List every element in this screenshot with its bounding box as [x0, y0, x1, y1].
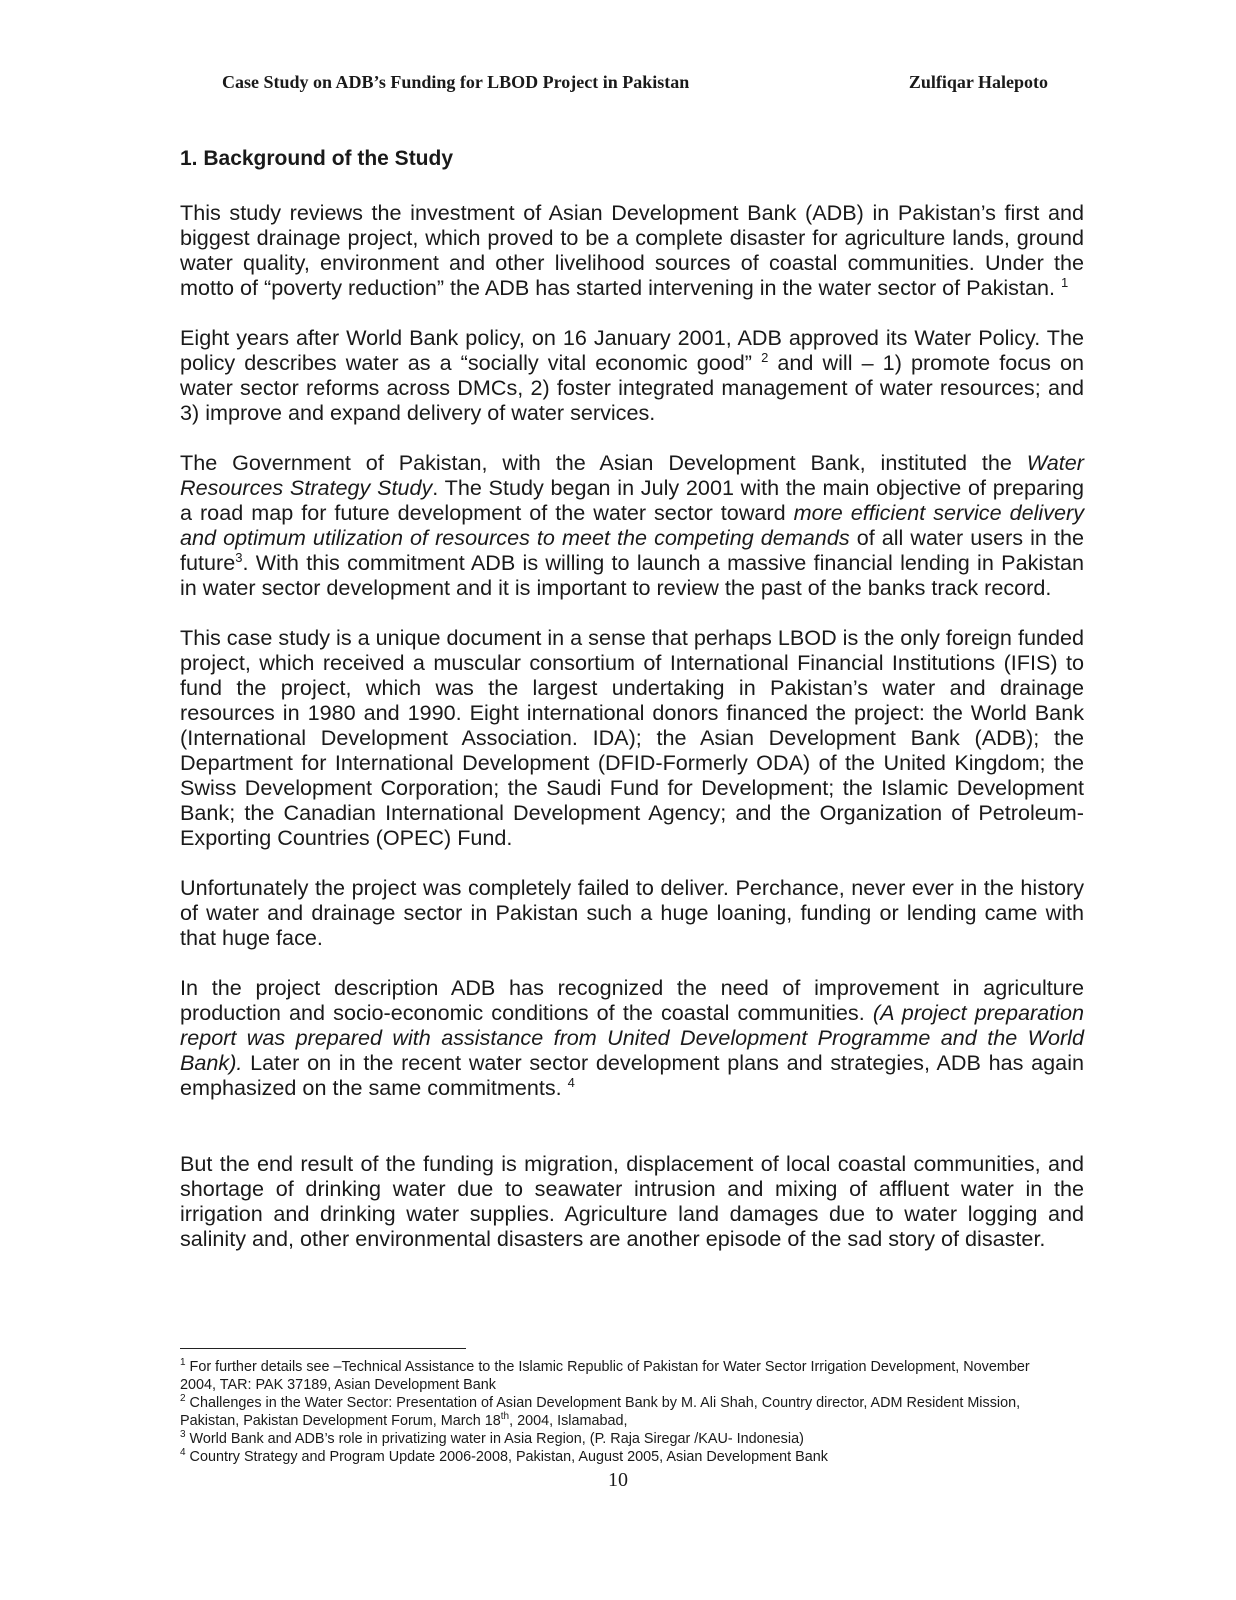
paragraph-6: In the project description ADB has recognized the need of improvement in agriculture production and socio-economic conditions of the coastal communities. (A project preparation report was prepared with assistance from United Development Programme and the World Bank). Later on in the recent water sector development plans and strategies, ADB has again emphasized on the same commitments. $^4$	[180, 975, 1084, 1100]
paragraph-7: But the end result of the funding is migration, displacement of local coastal communities, and shortage of drinking water due to seawater intrusion and mixing of affluent water in the irrigation and drinking water supplies. Agriculture land damages due to water logging and salinity and, other environmental disasters are another episode of the sad story of disaster.	[180, 1151, 1084, 1251]
footnote-ref-2: 2	[761, 349, 769, 365]
footnote-ref-1: 1	[1061, 274, 1069, 290]
main-content	[180, 145, 1084, 1276]
paragraph-5: Unfortunately the project was completely failed to deliver. Perchance, never ever in the history of water and drainage sector in Pakistan such a huge loaning, funding or lending came with that huge face.	[180, 875, 1084, 950]
footnote-1: $^1$ For further details see –Technical Assistance to the Islamic Republic of Pakistan for Water Sector Irrigation Development, November 2004, TAR: PAK 37189, Asian Development Bank	[180, 1357, 1030, 1393]
paragraph-2: Eight years after World Bank policy, on 16 January 2001, ADB approved its Water Policy. The policy describes water as a “socially vital economic good” $^2$ and will – 1) promote focus on water sector reforms across DMCs, 2) foster integrated management of water resources; and 3) improve and expand delivery of water services.	[180, 325, 1084, 425]
footnote-4: $^4$ Country Strategy and Program Update 2006-2008, Pakistan, August 2005, Asian Development Bank	[180, 1447, 828, 1465]
footnote-ref-4: 4	[567, 1074, 575, 1090]
objective-emphasis: more efficient service delivery and optimum utilization of resources to meet the competing demands	[180, 500, 1084, 550]
page-number: 10	[608, 1469, 628, 1491]
section-heading: 1. Background of the Study	[180, 147, 454, 170]
header-title: Case Study on ADB’s Funding for LBOD Project in Pakistan	[222, 72, 690, 92]
footnote-divider	[180, 1348, 466, 1349]
paragraph-3: The Government of Pakistan, with the Asian Development Bank, instituted the Water Resources Strategy Study. The Study began in July 2001 with the main objective of preparing a road map for future development of the water sector toward more efficient service delivery and optimum utilization of resources to meet the competing demands of all water users in the future$^3$. With this commitment ADB is willing to launch a massive financial lending in Pakistan in water sector development and it is important to review the past of the banks track record.	[180, 450, 1084, 600]
footnotes	[180, 1358, 1060, 1466]
footnote-ref-3: 3	[235, 549, 243, 565]
study-title: Water Resources Strategy Study	[180, 450, 1084, 500]
paragraph-4: This case study is a unique document in a sense that perhaps LBOD is the only foreign funded project, which received a muscular consortium of International Financial Institutions (IFIS) to fund the project, which was the largest undertaking in Pakistan’s water and drainage resources in 1980 and 1990. Eight international donors financed the project: the World Bank (International Development Association. IDA); the Asian Development Bank (ADB); the Department for International Development (DFID-Formerly ODA) of the United Kingdom; the Swiss Development Corporation; the Saudi Fund for Development; the Islamic Development Bank; the Canadian International Development Agency; and the Organization of Petroleum-Exporting Countries (OPEC) Fund.	[180, 625, 1084, 850]
paragraph-1: This study reviews the investment of Asian Development Bank (ADB) in Pakistan’s first and biggest drainage project, which proved to be a complete disaster for agriculture lands, ground water quality, environment and other livelihood sources of coastal communities. Under the motto of “poverty reduction” the ADB has started intervening in the water sector of Pakistan. $^1$	[180, 200, 1084, 300]
footnote-2: $^2$ Challenges in the Water Sector: Presentation of Asian Development Bank by M. Ali Shah, Country director, ADM Resident Mission, Pakistan, Pakistan Development Forum, March 18th, 2004, Islamabad,	[180, 1393, 1021, 1429]
report-note: (A project preparation report was prepared with assistance from United Development Programme and the World Bank).	[180, 1000, 1084, 1075]
footnote-3: $^3$ World Bank and ADB’s role in privatizing water in Asia Region, (P. Raja Siregar /KAU- Indonesia)	[180, 1429, 804, 1447]
header-author: Zulfiqar Halepoto	[908, 72, 1048, 92]
